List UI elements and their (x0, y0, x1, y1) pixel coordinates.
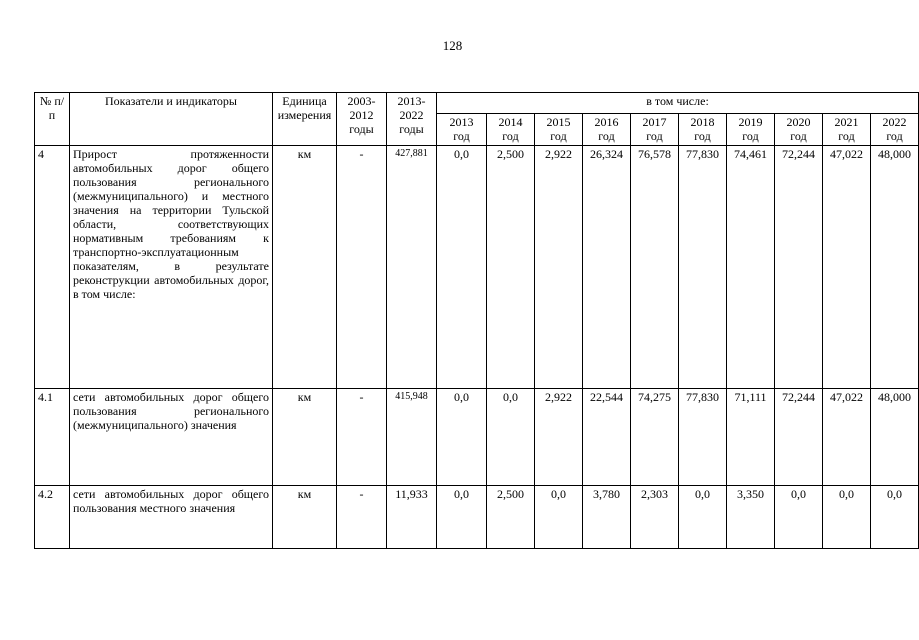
row-total-2013-2022: 427,881 (387, 146, 437, 389)
row-indicator-name: Прирост протяженности автомобильных дорог общего пользования регионального (межмуниципального) и местного значения на территории Тульской области, соответствующих нормативным требованиям к транспортно-эксплуатационным показателям, в результате реконструкции автомобильных дорог, в том числе: (70, 146, 273, 389)
row-value: 2,500 (487, 146, 535, 389)
row-value: 3,350 (727, 486, 775, 549)
row-total-2013-2022: 11,933 (387, 486, 437, 549)
row-value: 2,500 (487, 486, 535, 549)
row-value: 72,244 (775, 146, 823, 389)
row-value: 2,303 (631, 486, 679, 549)
header-year: 2021 год (823, 114, 871, 146)
header-year: 2018 год (679, 114, 727, 146)
row-value: 77,830 (679, 389, 727, 486)
row-value: 0,0 (775, 486, 823, 549)
row-unit: км (273, 146, 337, 389)
row-value: 47,022 (823, 389, 871, 486)
header-year: 2013 год (437, 114, 487, 146)
header-year: 2015 год (535, 114, 583, 146)
header-period-2003-2012: 2003-2012 годы (337, 93, 387, 146)
row-period-2003-2012: - (337, 146, 387, 389)
table-row (35, 389, 919, 486)
row-value: 48,000 (871, 146, 919, 389)
row-value: 0,0 (679, 486, 727, 549)
header-year: 2022 год (871, 114, 919, 146)
row-value: 3,780 (583, 486, 631, 549)
row-value: 71,111 (727, 389, 775, 486)
row-total-2013-2022: 415,948 (387, 389, 437, 486)
row-value: 0,0 (535, 486, 583, 549)
row-period-2003-2012: - (337, 389, 387, 486)
row-value: 2,922 (535, 146, 583, 389)
row-indicator-name: сети автомобильных дорог общего пользования местного значения (70, 486, 273, 549)
row-value: 48,000 (871, 389, 919, 486)
header-including: в том числе: (437, 93, 919, 114)
row-value: 0,0 (437, 146, 487, 389)
header-year: 2017 год (631, 114, 679, 146)
header-num: № п/п (35, 93, 70, 146)
row-period-2003-2012: - (337, 486, 387, 549)
header-indicators: Показатели и индикаторы (70, 93, 273, 146)
header-year: 2016 год (583, 114, 631, 146)
table-row (35, 146, 919, 389)
row-value: 47,022 (823, 146, 871, 389)
row-value: 76,578 (631, 146, 679, 389)
row-value: 74,461 (727, 146, 775, 389)
row-value: 74,275 (631, 389, 679, 486)
page-number: 128 (442, 38, 463, 53)
header-year: 2020 год (775, 114, 823, 146)
row-indicator-name: сети автомобильных дорог общего пользования регионального (межмуниципального) значения (70, 389, 273, 486)
row-num: 4.1 (35, 389, 70, 486)
row-value: 0,0 (437, 486, 487, 549)
row-value: 0,0 (487, 389, 535, 486)
row-value: 72,244 (775, 389, 823, 486)
row-value: 0,0 (823, 486, 871, 549)
row-num: 4.2 (35, 486, 70, 549)
indicators-table (34, 92, 919, 549)
header-unit: Единица измерения (273, 93, 337, 146)
row-value: 0,0 (437, 389, 487, 486)
header-row-top (35, 93, 919, 114)
row-num: 4 (35, 146, 70, 389)
header-year: 2014 год (487, 114, 535, 146)
row-value: 22,544 (583, 389, 631, 486)
header-year: 2019 год (727, 114, 775, 146)
table-row (35, 486, 919, 549)
row-unit: км (273, 389, 337, 486)
row-value: 2,922 (535, 389, 583, 486)
row-value: 26,324 (583, 146, 631, 389)
row-value: 0,0 (871, 486, 919, 549)
row-unit: км (273, 486, 337, 549)
row-value: 77,830 (679, 146, 727, 389)
header-period-2013-2022: 2013-2022 годы (387, 93, 437, 146)
